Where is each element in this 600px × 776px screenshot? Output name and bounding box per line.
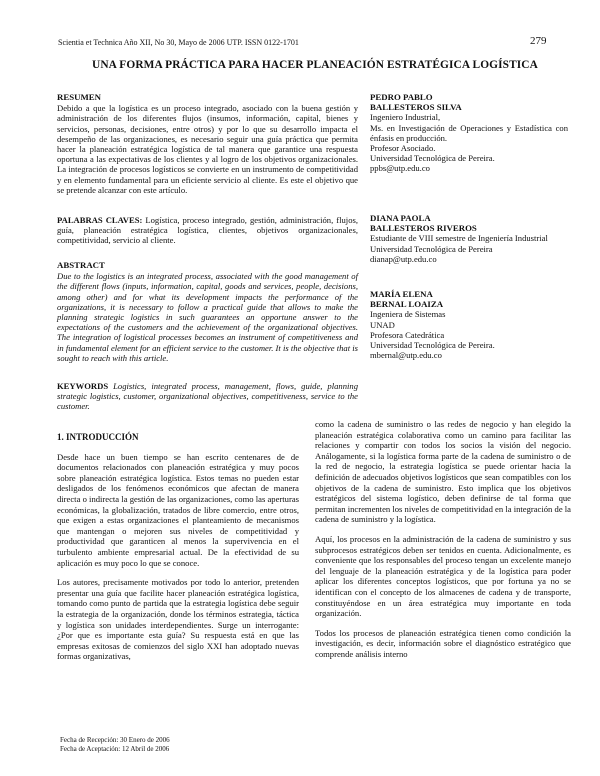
page-number: 279 bbox=[530, 35, 547, 47]
author-affiliation-line: Ms. en Investigación de Operaciones y Estadística con énfasis en producción. bbox=[370, 122, 568, 143]
abstract-heading: ABSTRACT bbox=[57, 260, 105, 270]
author-name-line: MARÍA ELENA bbox=[370, 289, 433, 299]
author-affiliation-line: Profesora Catedrática bbox=[370, 329, 445, 340]
author-affiliation-line: Estudiante de VIII semestre de Ingeniería Industrial bbox=[370, 233, 548, 244]
author-name-line: PEDRO PABLO bbox=[370, 92, 433, 102]
author-block-2 bbox=[370, 213, 568, 264]
author-email: mbernal@utp.edu.co bbox=[370, 350, 442, 361]
author-block-3 bbox=[370, 289, 568, 360]
received-date: Fecha de Recepción: 30 Enero de 2006 bbox=[60, 736, 170, 744]
author-block-1 bbox=[370, 92, 568, 174]
intro-paragraph: como la cadena de suministro o las redes de negocio y han elegido la planeación estratégica colaborativa como un camino para facilitar las relaciones y compartir con todos los socios la visión del negocio. Análogamente, si la logística forma parte de la cadena de suministro o de la red de negocio, la estrategia logística se puede orientar hacia la definición de adecuados objetivos logísticos que sean compatibles con los objetivos de la cadena de suministro. Esto implica que los objetivos estratégicos del sistema logístico, deben definirse de tal forma que permitan incrementen los niveles de competitividad en la integración de la cadena de suministro y la logística. bbox=[315, 419, 571, 525]
author-name-line: BERNAL LOAIZA bbox=[370, 299, 444, 310]
author-affiliation-line: Ingeniera de Sistemas bbox=[370, 309, 446, 320]
author-name-line: BALLESTEROS RIVEROS bbox=[370, 223, 477, 234]
intro-paragraph: Los autores, precisamente motivados por todo lo anterior, pretenden presentar una guía que facilite hacer planeación estratégica logística, tomando como punto de partida que la estrategia logística debe seguir la estrategia de la organización, donde los términos estrategia, táctica y logística son unidades interdependientes. Surge un interrogante: ¿Por que es importante esta guía? Su respuesta está en que las empresas exitosas de comienzos del siglo XXI han adoptado nuevas formas organizativas, bbox=[57, 577, 299, 662]
author-affiliation-line: Profesor Asociado. bbox=[370, 143, 436, 154]
author-name-line: DIANA PAOLA bbox=[370, 213, 431, 223]
resumen-heading: RESUMEN bbox=[57, 92, 101, 102]
accepted-date: Fecha de Aceptación: 12 Abril de 2006 bbox=[60, 745, 170, 753]
running-header: Scientia et Technica Año XII, No 30, Mayo de 2006 UTP. ISSN 0122-1701 bbox=[58, 38, 299, 47]
author-affiliation-line: Ingeniero Industrial, bbox=[370, 112, 441, 123]
intro-heading: 1. INTRODUCCIÓN bbox=[57, 432, 139, 442]
resumen-text: Debido a que la logística es un proceso integrado, asociado con la buena gestión y administración de los diferentes flujos (insumos, información, capital, bienes y servicios, personas, decisiones, entre otros) y por lo que su desarrollo impacta el desempeño de las organizaciones, es necesario seguir una guía práctica que permita hacer la planeación estratégica logística de tal manera que garantice una respuesta oportuna a las expectativas de los clientes y al logro de los objetivos organizacionales. La integración de procesos logísticos se convierte en un instrumento de competitividad y en elemento fundamental para un eficiente servicio al cliente. Es este el objetivo que se pretende alcanzar con este artículo. bbox=[57, 103, 358, 195]
author-email: dianap@utp.edu.co bbox=[370, 253, 437, 264]
keywords-label: KEYWORDS bbox=[57, 381, 109, 391]
intro-paragraph: Desde hace un buen tiempo se han escrito centenares de de documentos relacionados con planeación estratégica y muy pocos sobre planeación estratégica logística. Estos temas no pueden estar desligados de los fenómenos económicos que afectan de manera directa o indirecta la gestión de las organizaciones, como las aperturas económicas, la globalización, tratados de libre comercio, entre otros, que exigen a estas organizaciones el planteamiento de mecanismos que mantengan o mejoren sus niveles de competitividad y productividad que garanticen al menos la supervivencia en el turbulento ambiente empresarial actual. De la efectividad de su aplicación es muy poco lo que se conoce. bbox=[57, 451, 299, 568]
palabras-claves-section bbox=[57, 215, 358, 246]
keywords-text: Logistics, integrated process, management, flows, guide, planning strategic logistics, customer, organizational objectives, competitiveness, service to the customer. bbox=[57, 381, 358, 412]
intro-paragraph: Todos los procesos de planeación estratégica tienen como condición la investigación, es decir, información sobre el diagnóstico estratégico que comprende análisis interno bbox=[315, 627, 571, 659]
palabras-claves-label: PALABRAS CLAVES: bbox=[57, 215, 143, 225]
palabras-claves-text: Logística, proceso integrado, gestión, administración, flujos, guía, planeación estratégica logística, clientes, objetivos organizacionales, competitividad, servicio al cliente. bbox=[57, 215, 358, 246]
intro-right-column bbox=[315, 419, 571, 668]
author-name-line: BALLESTEROS SILVA bbox=[370, 102, 462, 113]
author-affiliation-line: UNAD bbox=[370, 319, 395, 330]
resumen-section bbox=[57, 92, 358, 195]
author-affiliation-line: Universidad Tecnológica de Pereira bbox=[370, 243, 493, 254]
intro-left-column bbox=[57, 432, 299, 671]
intro-paragraph: Aquí, los procesos en la administración de la cadena de suministro y sus subprocesos estratégicos deben ser tenidos en cuenta. Adicionalmente, es conveniente que los responsables del proceso tengan un excelente manejo del lenguaje de la planeación estratégica y de la logística para poder aplicar los diferentes conceptos logísticos, que por fortuna ya no se identifican con el concepto de los almacenes de cadena y de transporte, constituyéndose en un área estratégica muy importante en toda organización. bbox=[315, 533, 571, 619]
paper-title: UNA FORMA PRÁCTICA PARA HACER PLANEACIÓN ESTRATÉGICA LOGÍSTICA bbox=[92, 59, 538, 71]
footnote-dates bbox=[60, 736, 170, 754]
abstract-text: Due to the logistics is an integrated process, associated with the good management of the different flows (inputs, information, capital, goods and services, people, decisions, among other) and for what its development impacts the performance of the organizations, it is necessary to follow a practical guide that allows to make the planning strategic logistics in such guarantees an opportune answer to the expectations of the customers and the achievement of the organizational objectives. The integration of logistical processes becomes an instrument of competitiveness and in fundamental element for an efficient service to the customer. It is the objective that is sought to reach with this article. bbox=[57, 271, 358, 363]
author-affiliation-line: Universidad Tecnológica de Pereira. bbox=[370, 153, 495, 164]
author-affiliation-line: Universidad Tecnológica de Pereira. bbox=[370, 340, 495, 351]
author-email: ppbs@utp.edu.co bbox=[370, 163, 430, 174]
abstract-section bbox=[57, 260, 358, 363]
keywords-section bbox=[57, 381, 358, 412]
